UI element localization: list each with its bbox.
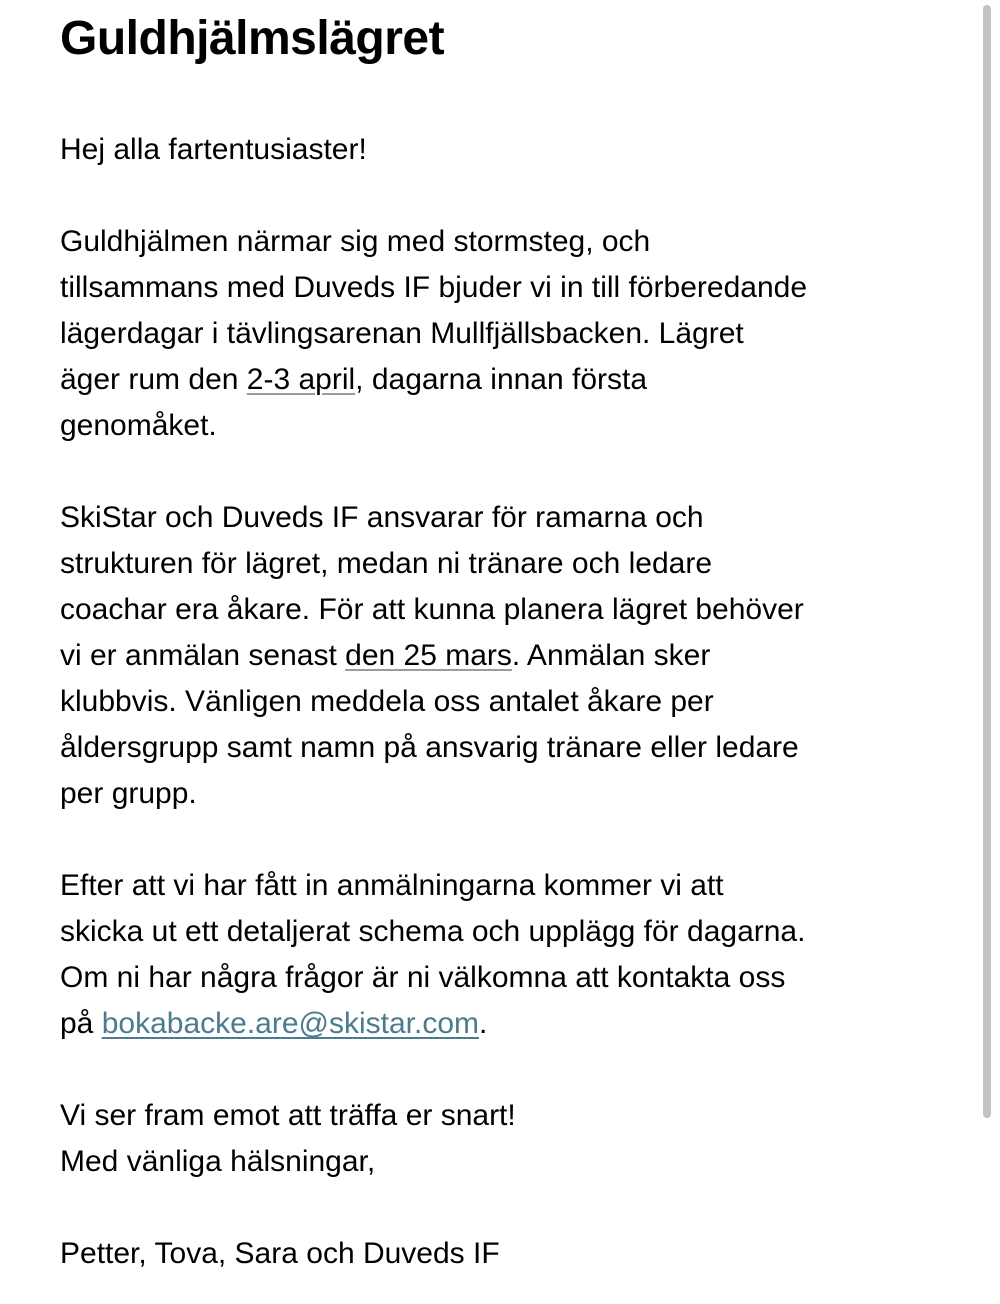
text-segment: , dagarna innan första xyxy=(355,363,648,396)
text-line xyxy=(60,311,942,357)
text-segment: coachar era åkare. För att kunna planera lägret behöver xyxy=(60,593,804,626)
text-segment: Guldhjälmen närmar sig med stormsteg, och xyxy=(60,225,651,258)
text-segment: Om ni har några frågor är ni välkomna att kontakta oss xyxy=(60,961,786,994)
text-segment: klubbvis. Vänligen meddela oss antalet åkare per xyxy=(60,685,714,718)
text-segment: . Anmälan sker xyxy=(511,639,711,672)
paragraph xyxy=(60,495,942,817)
text-line xyxy=(60,633,942,679)
paragraph xyxy=(60,863,942,1047)
paragraph xyxy=(60,127,942,173)
text-line xyxy=(60,909,942,955)
text-line xyxy=(60,265,942,311)
page-title: Guldhjälmslägret xyxy=(60,12,445,65)
paragraph xyxy=(60,1093,942,1185)
paragraph xyxy=(60,219,942,449)
text-line xyxy=(60,771,942,817)
text-line xyxy=(60,725,942,771)
text-line xyxy=(60,127,942,173)
scrollbar-thumb[interactable] xyxy=(983,5,991,1118)
text-line xyxy=(60,219,942,265)
text-segment: Hej alla fartentusiaster! xyxy=(60,133,367,166)
text-line xyxy=(60,1001,942,1047)
text-line xyxy=(60,495,942,541)
text-line xyxy=(60,403,942,449)
text-segment: SkiStar och Duveds IF ansvarar för ramarna och xyxy=(60,501,704,534)
text-segment: . xyxy=(479,1007,488,1040)
text-segment: genomåket. xyxy=(60,409,217,442)
text-segment: åldersgrupp samt namn på ansvarig tränare eller ledare xyxy=(60,731,799,764)
text-line xyxy=(60,679,942,725)
text-segment: strukturen för lägret, medan ni tränare och ledare xyxy=(60,547,713,580)
text-line xyxy=(60,863,942,909)
text-line xyxy=(60,357,942,403)
text-segment: Vi ser fram emot att träffa er snart! xyxy=(60,1099,516,1132)
email-content xyxy=(0,10,1000,1277)
date-detector-link[interactable]: den 25 mars xyxy=(345,639,512,672)
email-body xyxy=(60,127,942,1277)
text-segment: Petter, Tova, Sara och Duveds IF xyxy=(60,1237,500,1270)
text-segment: per grupp. xyxy=(60,777,197,810)
text-segment: Med vänliga hälsningar, xyxy=(60,1145,376,1178)
text-segment: lägerdagar i tävlingsarenan Mullfjällsbacken. Lägret xyxy=(60,317,744,350)
text-line xyxy=(60,587,942,633)
text-line xyxy=(60,1139,942,1185)
text-segment: på xyxy=(60,1007,102,1040)
text-segment: vi er anmälan senast xyxy=(60,639,346,672)
text-line xyxy=(60,1231,942,1277)
text-line xyxy=(60,955,942,1001)
text-segment: tillsammans med Duveds IF bjuder vi in till förberedande xyxy=(60,271,807,304)
text-segment: skicka ut ett detaljerat schema och upplägg för dagarna. xyxy=(60,915,806,948)
text-line xyxy=(60,541,942,587)
text-segment: äger rum den xyxy=(60,363,247,396)
text-segment: Efter att vi har fått in anmälningarna kommer vi att xyxy=(60,869,724,902)
paragraph xyxy=(60,1231,942,1277)
text-line xyxy=(60,1093,942,1139)
email-link[interactable]: bokabacke.are@skistar.com xyxy=(101,1007,480,1040)
date-detector-link[interactable]: 2-3 april xyxy=(246,363,356,396)
